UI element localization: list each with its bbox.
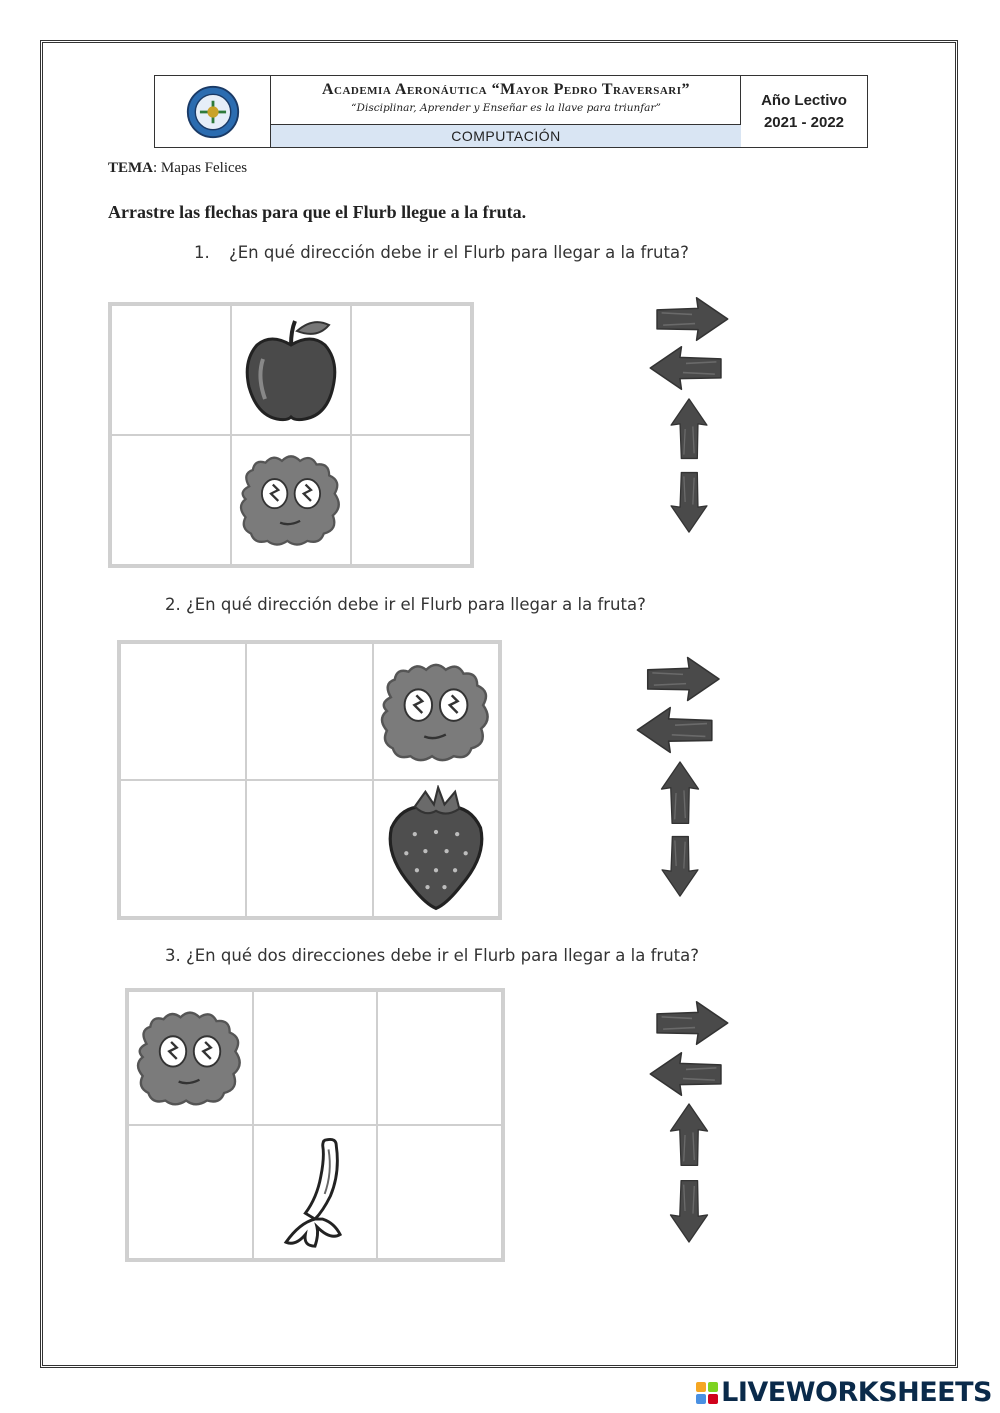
grid-cell[interactable] <box>111 305 231 435</box>
school-year-cell <box>741 76 867 147</box>
arrow-down-icon[interactable] <box>662 1178 716 1244</box>
grid-cell[interactable] <box>351 435 471 565</box>
question-number: 1. <box>194 243 210 262</box>
apple-icon <box>241 314 341 426</box>
liveworksheets-brand[interactable] <box>696 1377 992 1408</box>
arrow-down-icon[interactable] <box>652 834 708 898</box>
flurb-icon <box>236 450 346 550</box>
year-value: 2021 - 2022 <box>763 113 845 131</box>
brand-logo-icon <box>696 1382 718 1404</box>
topic-value: : Mapas Felices <box>153 160 248 176</box>
question-1 <box>194 243 689 262</box>
school-name: Academia Aeronáutica “Mayor Pedro Traversari” <box>321 81 691 98</box>
question-3 <box>165 946 699 965</box>
arrow-left-icon[interactable] <box>634 706 716 754</box>
flurb-icon <box>377 658 495 766</box>
grid-cell[interactable] <box>231 435 351 565</box>
grid-cell[interactable] <box>377 1125 502 1259</box>
flurb-icon <box>133 1006 247 1110</box>
question-text: ¿En qué dirección debe ir el Flurb para llegar a la fruta? <box>186 595 646 614</box>
grid-cell[interactable] <box>120 643 246 780</box>
question-2 <box>165 595 646 614</box>
question-text: ¿En qué dos direcciones debe ir el Flurb para llegar a la fruta? <box>186 946 699 965</box>
grid-cell[interactable] <box>373 780 499 917</box>
grid-cell[interactable] <box>253 991 378 1125</box>
subject-band: COMPUTACIÓN <box>271 124 741 147</box>
grid-cell[interactable] <box>120 780 246 917</box>
question-number: 2. <box>165 595 181 614</box>
arrow-right-icon[interactable] <box>654 296 730 342</box>
grid-cell[interactable] <box>111 435 231 565</box>
grid-cell[interactable] <box>128 991 253 1125</box>
brand-name: LIVEWORKSHEETS <box>721 1377 992 1408</box>
arrow-left-icon[interactable] <box>648 1050 724 1098</box>
instruction: Arrastre las flechas para que el Flurb llegue a la fruta. <box>108 202 527 222</box>
school-logo-cell <box>155 76 271 147</box>
question-text: ¿En qué dirección debe ir el Flurb para llegar a la fruta? <box>229 243 689 262</box>
topic-label: TEMA <box>108 160 153 176</box>
grid-2 <box>117 640 502 920</box>
topic-line <box>108 160 247 177</box>
grid-cell[interactable] <box>246 643 372 780</box>
grid-cell[interactable] <box>373 643 499 780</box>
grid-3 <box>125 988 505 1262</box>
arrow-up-icon[interactable] <box>664 1102 714 1168</box>
arrow-right-icon[interactable] <box>654 1000 730 1046</box>
strawberry-icon <box>383 785 489 913</box>
grid-cell[interactable] <box>377 991 502 1125</box>
grid-cell[interactable] <box>128 1125 253 1259</box>
arrow-down-icon[interactable] <box>664 470 714 534</box>
grid-cell[interactable] <box>246 780 372 917</box>
school-motto: “Disciplinar, Aprender y Enseñar es la llave para triunfar” <box>351 102 661 114</box>
arrow-up-icon[interactable] <box>664 397 714 461</box>
grid-cell[interactable] <box>351 305 471 435</box>
arrow-right-icon[interactable] <box>643 656 723 702</box>
school-crest-icon <box>185 84 241 140</box>
header-table <box>154 75 868 148</box>
banana-icon <box>275 1134 355 1250</box>
question-number: 3. <box>165 946 181 965</box>
header-middle <box>271 76 741 147</box>
arrow-left-icon[interactable] <box>648 345 724 391</box>
grid-1 <box>108 302 474 568</box>
grid-cell[interactable] <box>231 305 351 435</box>
year-label: Año Lectivo <box>761 91 847 109</box>
arrow-up-icon[interactable] <box>652 760 708 826</box>
grid-cell[interactable] <box>253 1125 378 1259</box>
